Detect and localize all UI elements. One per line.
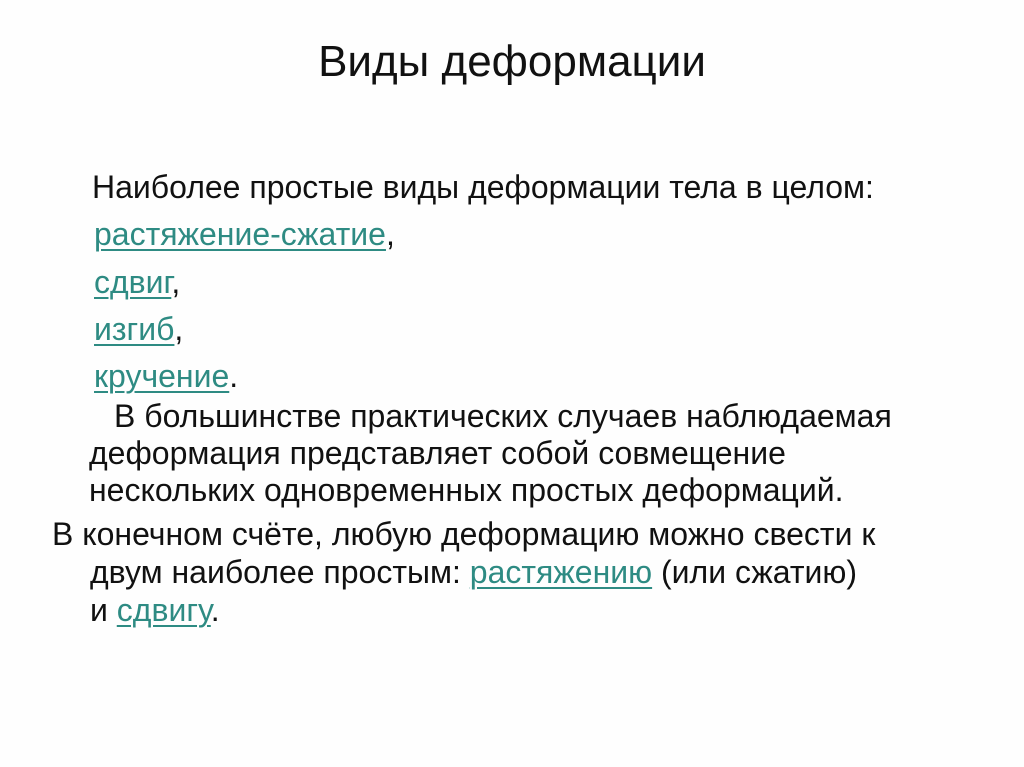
list-item-tension — [94, 215, 395, 253]
link-tension-compression[interactable]: растяжение-сжатие — [94, 216, 386, 252]
link-torsion[interactable]: кручение — [94, 358, 230, 394]
link-bending[interactable]: изгиб — [94, 311, 175, 347]
list-item-bending — [94, 310, 183, 348]
paragraph-1-line-3: нескольких одновременных простых деформаций. — [89, 472, 844, 508]
link-shear-2[interactable]: сдвигу — [116, 592, 211, 628]
paragraph-2-line-3 — [90, 591, 220, 629]
paragraph-2-line-3-suffix: . — [210, 592, 220, 628]
link-shear[interactable]: сдвиг — [94, 264, 172, 300]
list-item-punct: , — [171, 264, 181, 300]
list-item-punct: , — [385, 216, 395, 252]
paragraph-1-line-1: В большинстве практических случаев наблюдаемая — [114, 398, 892, 434]
list-item-torsion — [94, 357, 238, 395]
link-tension[interactable]: растяжению — [469, 554, 653, 590]
paragraph-2-line-2 — [90, 553, 857, 591]
list-item-punct: , — [174, 311, 184, 347]
list-item-punct: . — [229, 358, 239, 394]
paragraph-2-line-3-prefix: и — [90, 592, 117, 628]
paragraph-1-line-2: деформация представляет собой совмещение — [89, 435, 786, 471]
list-item-shear — [94, 263, 180, 301]
paragraph-2-line-1: В конечном счёте, любую деформацию можно свести к — [52, 516, 876, 552]
intro-text: Наиболее простые виды деформации тела в целом: — [92, 169, 874, 205]
slide-title: Виды деформации — [318, 37, 706, 86]
paragraph-2-line-2-prefix: двум наиболее простым: — [90, 554, 470, 590]
paragraph-2-line-2-suffix: (или сжатию) — [652, 554, 858, 590]
